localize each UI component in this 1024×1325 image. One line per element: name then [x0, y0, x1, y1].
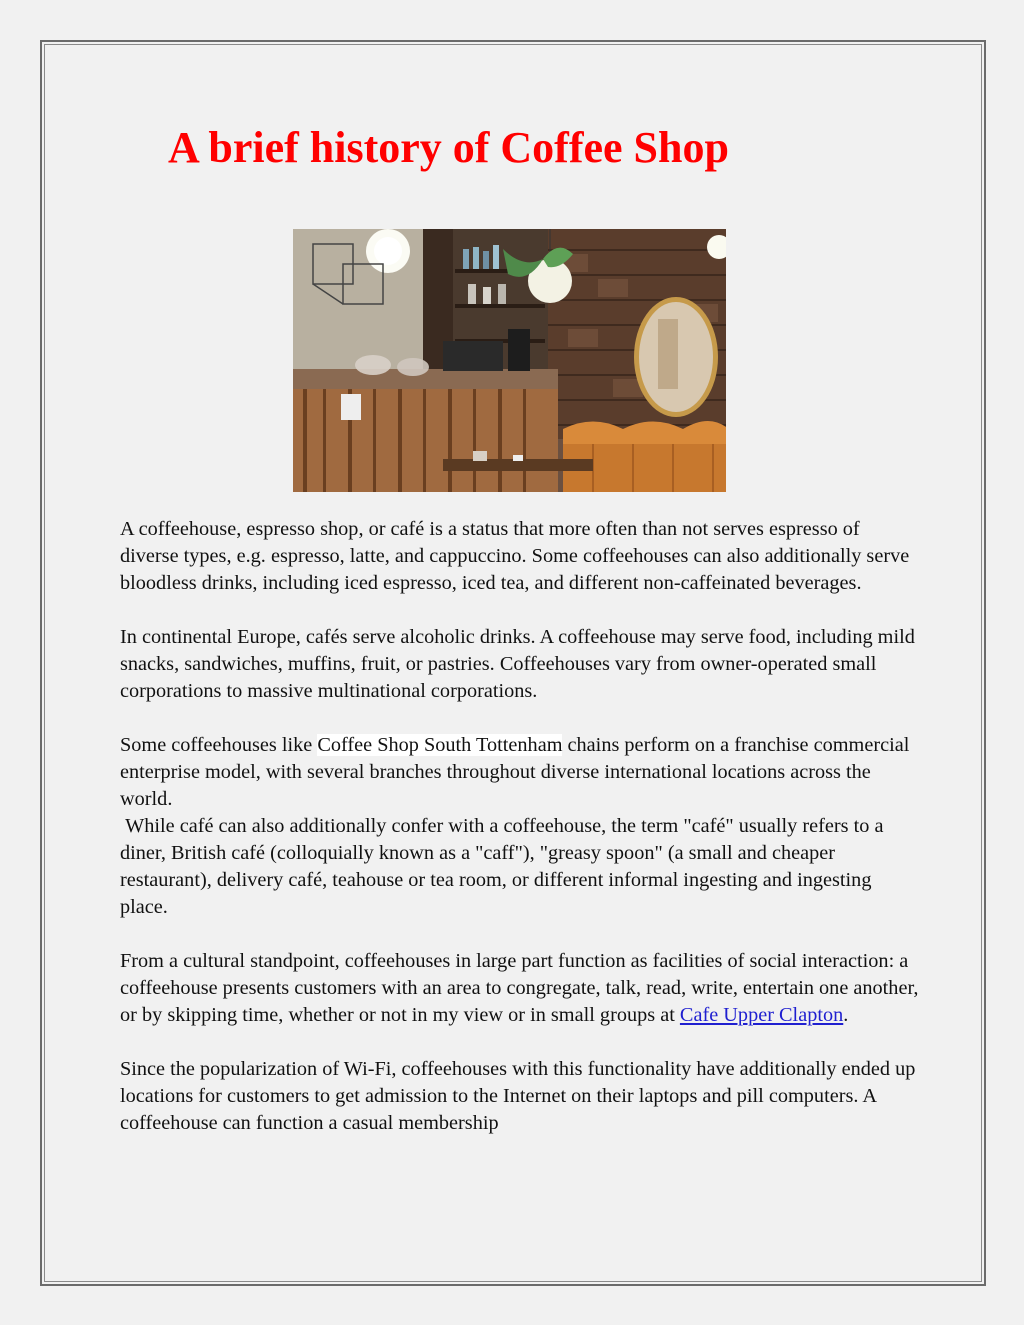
paragraph-3-text-end: chains perform on a franchise commercial enterprise model, with several branches throughout diverse international locations across the world.	[120, 734, 910, 810]
coffee-shop-photo	[293, 229, 726, 492]
paragraph-4	[120, 813, 920, 921]
paragraph-3	[120, 732, 920, 813]
paragraph-1: A coffeehouse, espresso shop, or café is a status that more often than not serves espresso of diverse types, e.g. espresso, latte, and cappuccino. Some coffeehouses can also additionally serve bloodless drinks, including iced espresso, iced tea, and different non-caffeinated beverages.	[120, 518, 910, 594]
paragraph-3-text-start: Some coffeehouses like	[120, 734, 318, 756]
cafe-upper-clapton-link[interactable]: Cafe Upper Clapton	[679, 1004, 844, 1026]
paragraph-5-text-start: From a cultural standpoint, coffeehouses in large part function as facilities of social interaction: a coffeehouse presents customers with an area to congregate, talk, read, write, entertain one another, or by skipping time, whether or not in my view or in small groups at	[120, 950, 919, 1026]
paragraph-5-text-end: .	[843, 1004, 849, 1026]
coffee-shop-illustration	[293, 229, 726, 492]
paragraph-6: Since the popularization of Wi-Fi, coffeehouses with this functionality have additionally ended up locations for customers to get admission to the Internet on their laptops and pill computers. A coffeehouse can function a casual membership	[120, 1058, 916, 1134]
paragraph-4-text: While café can also additionally confer with a coffeehouse, the term "café" usually refers to a diner, British café (colloquially known as a "caff"), "greasy spoon" (a small and cheaper restaurant), delivery café, teahouse or tea room, or different informal ingesting and ingesting place.	[120, 815, 884, 918]
article-body	[120, 516, 920, 1164]
document-title: A brief history of Coffee Shop	[168, 123, 729, 172]
paragraph-2: In continental Europe, cafés serve alcoholic drinks. A coffeehouse may serve food, including mild snacks, sandwiches, muffins, fruit, or pastries. Coffeehouses vary from owner-operated small corporations to massive multinational corporations.	[120, 626, 915, 702]
paragraph-5	[120, 948, 920, 1029]
highlighted-phrase: Coffee Shop South Tottenham	[317, 734, 563, 756]
